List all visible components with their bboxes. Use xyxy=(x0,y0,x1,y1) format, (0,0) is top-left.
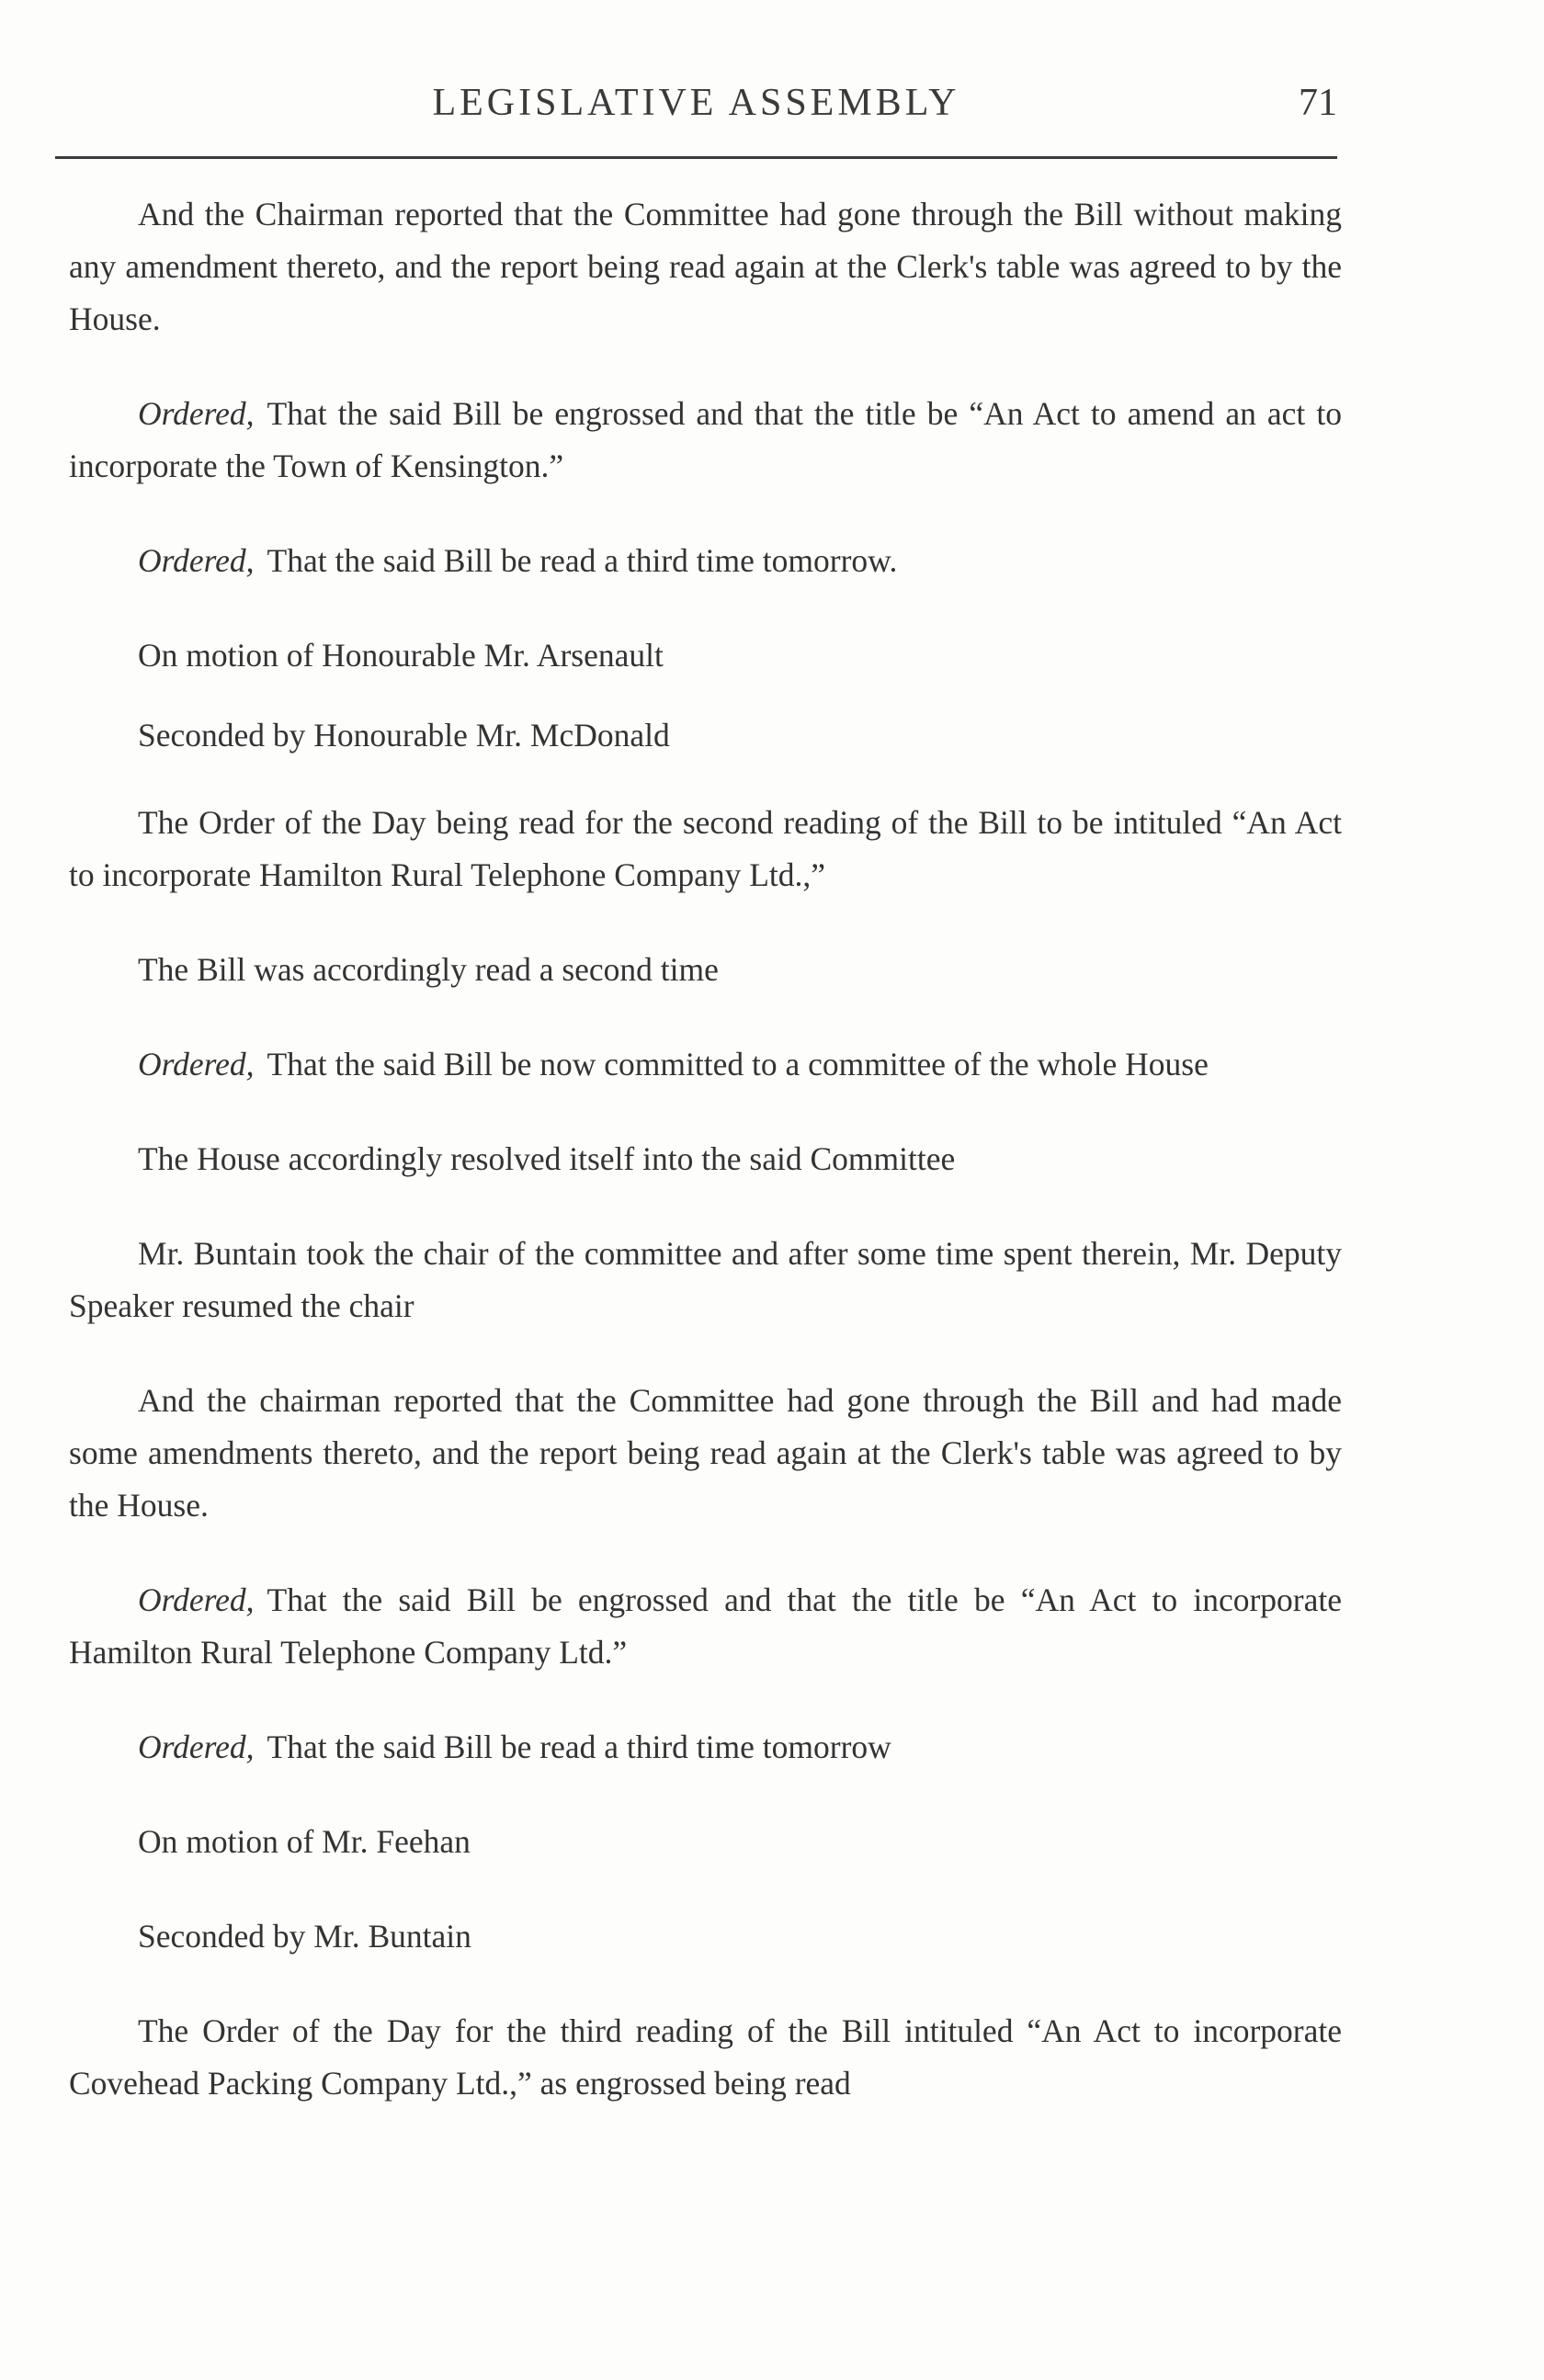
paragraph-order-second-reading: The Order of the Day being read for the second reading of the Bill to be intituled “An Act to incorporate Hamilton Rural Telephone Company Ltd.,” xyxy=(69,804,1342,893)
paragraph-motion-2: On motion of Mr. Feehan xyxy=(138,1823,471,1860)
page-header xyxy=(55,81,1337,145)
paragraph-motion-1: On motion of Honourable Mr. Arsenault xyxy=(138,637,664,674)
paragraph-chairman-report-1: And the Chairman reported that the Committee had gone through the Bill without making any amendment thereto, and the report being read again at the Clerk's table was agreed to by the House. xyxy=(69,196,1342,337)
paragraph-ordered-third-reading-1: Ordered, That the said Bill be read a third time tomorrow. xyxy=(138,542,898,579)
ordered-label: Ordered, xyxy=(138,1728,255,1765)
paragraph-seconded-1: Seconded by Honourable Mr. McDonald xyxy=(138,717,670,754)
header-rule xyxy=(55,156,1337,159)
paragraph-ordered-engrossed-1: Ordered, That the said Bill be engrossed and that the title be “An Act to amend an act to incorporate the Town of Kensington.” xyxy=(69,395,1342,484)
page-number: 71 xyxy=(1299,82,1337,124)
paragraph-ordered-engrossed-2: Ordered, That the said Bill be engrossed and that the title be “An Act to incorporate Hamilton Rural Telephone Company Ltd.” xyxy=(69,1581,1342,1671)
ordered-label: Ordered, xyxy=(138,1581,255,1618)
paragraph-resolved-committee: The House accordingly resolved itself into the said Committee xyxy=(138,1140,956,1177)
paragraph-ordered-third-reading-2: Ordered, That the said Bill be read a third time tomorrow xyxy=(138,1728,891,1765)
paragraph-chairman-report-2: And the chairman reported that the Committee had gone through the Bill and had made some amendments thereto, and the report being read again at the Clerk's table was agreed to by the House. xyxy=(69,1382,1342,1524)
ordered-label: Ordered, xyxy=(138,395,255,432)
paragraph-ordered-committed: Ordered, That the said Bill be now committed to a committee of the whole House xyxy=(138,1046,1209,1082)
paragraph-second-time: The Bill was accordingly read a second time xyxy=(138,951,719,988)
paragraph-buntain-chair: Mr. Buntain took the chair of the committee and after some time spent therein, Mr. Deputy Speaker resumed the chair xyxy=(69,1235,1342,1324)
ordered-label: Ordered, xyxy=(138,1046,255,1082)
paragraph-order-third-reading: The Order of the Day for the third reading of the Bill intituled “An Act to incorporate Covehead Packing Company Ltd.,” as engrossed being read xyxy=(69,2012,1342,2102)
paragraph-seconded-2: Seconded by Mr. Buntain xyxy=(138,1918,471,1955)
body-text xyxy=(69,188,1342,2152)
ordered-label: Ordered, xyxy=(138,542,255,579)
running-title: LEGISLATIVE ASSEMBLY xyxy=(432,82,960,124)
